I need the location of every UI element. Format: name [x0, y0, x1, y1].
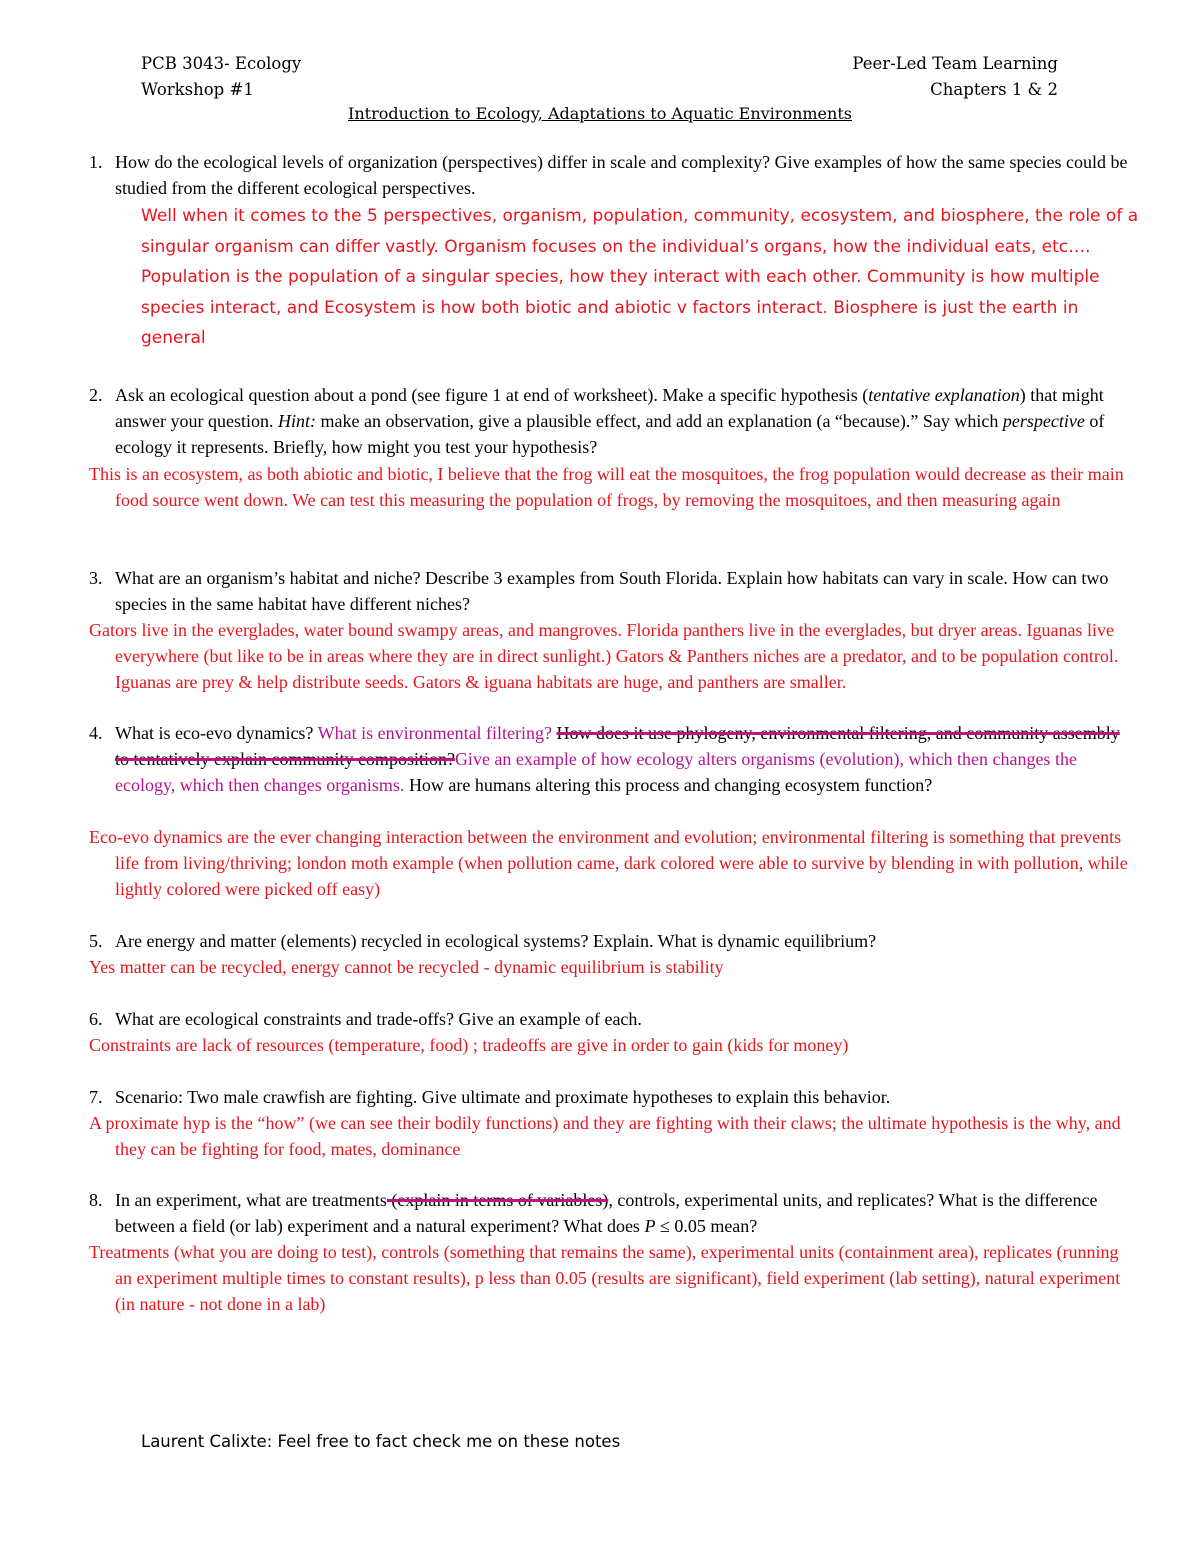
- text-run-italic: perspective: [1002, 411, 1085, 431]
- question-7: [89, 1084, 1134, 1110]
- question-2: [89, 382, 1134, 460]
- text-run: In an experiment, what are treatments: [115, 1190, 387, 1210]
- question-text: What are ecological constraints and trade-offs? Give an example of each.: [115, 1009, 642, 1029]
- question-text: What are an organism’s habitat and niche? Describe 3 examples from South Florida. Explain how habitats can vary in scale. How can two species in the same habitat have different niches?: [115, 568, 1109, 614]
- question-number: 7.: [89, 1087, 103, 1107]
- text-run-struck: How does it use phylogeny, environmental filtering, and community assembly to tentatively explain community composition?: [115, 723, 1120, 769]
- chapters-label: Chapters 1 & 2: [930, 80, 1058, 99]
- question-8: [89, 1187, 1134, 1239]
- question-text: [115, 720, 1134, 798]
- question-text: [115, 382, 1134, 460]
- question-4: [89, 720, 1134, 798]
- answer-5: Yes matter can be recycled, energy cannot be recycled - dynamic equilibrium is stability: [89, 957, 724, 977]
- text-run-struck: (explain in terms of variables): [386, 1190, 609, 1210]
- program-name: Peer-Led Team Learning: [852, 54, 1058, 73]
- workshop-number: Workshop #1: [141, 80, 254, 99]
- question-number: 8.: [89, 1190, 103, 1210]
- text-run: Ask an ecological question about a pond (see figure 1 at end of worksheet). Make a specific hypothesis (: [115, 385, 869, 405]
- worksheet-title: Introduction to Ecology, Adaptations to Aquatic Environments: [348, 104, 852, 123]
- text-run: of ecology it represents. Briefly, how might you test your hypothesis?: [115, 411, 1105, 457]
- text-run: ≤ 0.05 mean?: [655, 1216, 758, 1236]
- question-number: 6.: [89, 1009, 103, 1029]
- author-note: Feel free to fact check me on these notes: [277, 1432, 621, 1451]
- question-1: [89, 149, 1134, 201]
- course-name: PCB 3043- Ecology: [141, 54, 302, 73]
- text-run-italic: P: [644, 1216, 656, 1236]
- text-run-magenta: Give an example of how ecology alters organisms (evolution), which then changes the ecology, which then changes organisms.: [115, 749, 1077, 795]
- answer-4: Eco-evo dynamics are the ever changing interaction between the environment and evolution; environmental filtering is something that prevents life from living/thriving; london moth example (when pollution came, dark colored were able to survive by blending in with pollution, while lightly colored were picked off easy): [89, 827, 1128, 899]
- text-run: How are humans altering this process and changing ecosystem function?: [404, 775, 933, 795]
- question-text: Scenario: Two male crawfish are fighting. Give ultimate and proximate hypotheses to explain this behavior.: [115, 1087, 891, 1107]
- text-run: ) that might answer your question.: [115, 385, 1104, 431]
- text-run: make an observation, give a plausible effect, and add an explanation (a “because).” Say which: [315, 411, 1003, 431]
- text-run-italic: tentative explanation: [868, 385, 1020, 405]
- author-name: Laurent Calixte:: [141, 1432, 278, 1451]
- question-3: [89, 565, 1134, 617]
- question-5: [89, 928, 1134, 954]
- answer-2: This is an ecosystem, as both abiotic and biotic, I believe that the frog will eat the mosquitoes, the frog population would decrease as their main food source went down. We can test this measuring the population of frogs, by removing the mosquitoes, and then measuring again: [89, 464, 1124, 510]
- answer-6: Constraints are lack of resources (temperature, food) ; tradeoffs are give in order to gain (kids for money): [89, 1035, 849, 1055]
- question-number: 4.: [89, 723, 103, 743]
- question-number: 5.: [89, 931, 103, 951]
- text-run-magenta: What is environmental filtering?: [317, 723, 557, 743]
- answer-8: Treatments (what you are doing to test), controls (something that remains the same), experimental units (containment area), replicates (running an experiment multiple times to constant results), p less than 0.05 (results are significant), field experiment (lab setting), natural experiment (in nature - not done in a lab): [89, 1242, 1121, 1314]
- question-text: [115, 1187, 1134, 1239]
- question-number: 1.: [89, 152, 103, 172]
- answer-1: Well when it comes to the 5 perspectives, organism, population, community, ecosystem, and biosphere, the role of a singular organism can differ vastly. Organism focuses on the individual’s organs, how the individual eats, etc…. Population is the population of a singular species, how they interact with each other. Community is how multiple species interact, and Ecosystem is how both biotic and abiotic v factors interact. Biosphere is just the earth in general: [141, 206, 1139, 348]
- text-run: What is eco-evo dynamics?: [115, 723, 318, 743]
- question-number: 3.: [89, 568, 103, 588]
- footer-note: [141, 1432, 620, 1451]
- answer-3: Gators live in the everglades, water bound swampy areas, and mangroves. Florida panthers live in the everglades, but dryer areas. Iguanas live everywhere (but like to be in areas where they are in direct sunlight.) Gators & Panthers niches are a predator, and to be population control. Iguanas are prey & help distribute seeds. Gators & iguana habitats are huge, and panthers are smaller.: [89, 620, 1119, 692]
- text-run-italic: Hint:: [277, 411, 316, 431]
- answer-7: A proximate hyp is the “how” (we can see their bodily functions) and they are fighting with their claws; the ultimate hypothesis is the why, and they can be fighting for food, mates, dominance: [89, 1113, 1121, 1159]
- question-text: Are energy and matter (elements) recycled in ecological systems? Explain. What is dynamic equilibrium?: [115, 931, 877, 951]
- question-number: 2.: [89, 385, 103, 405]
- question-text: How do the ecological levels of organization (perspectives) differ in scale and complexity? Give examples of how the same species could be studied from the different ecological perspectives.: [115, 152, 1128, 198]
- text-run: , controls, experimental units, and replicates? What is the difference between a field (or lab) experiment and a natural experiment? What does: [115, 1190, 1098, 1236]
- question-6: [89, 1006, 1134, 1032]
